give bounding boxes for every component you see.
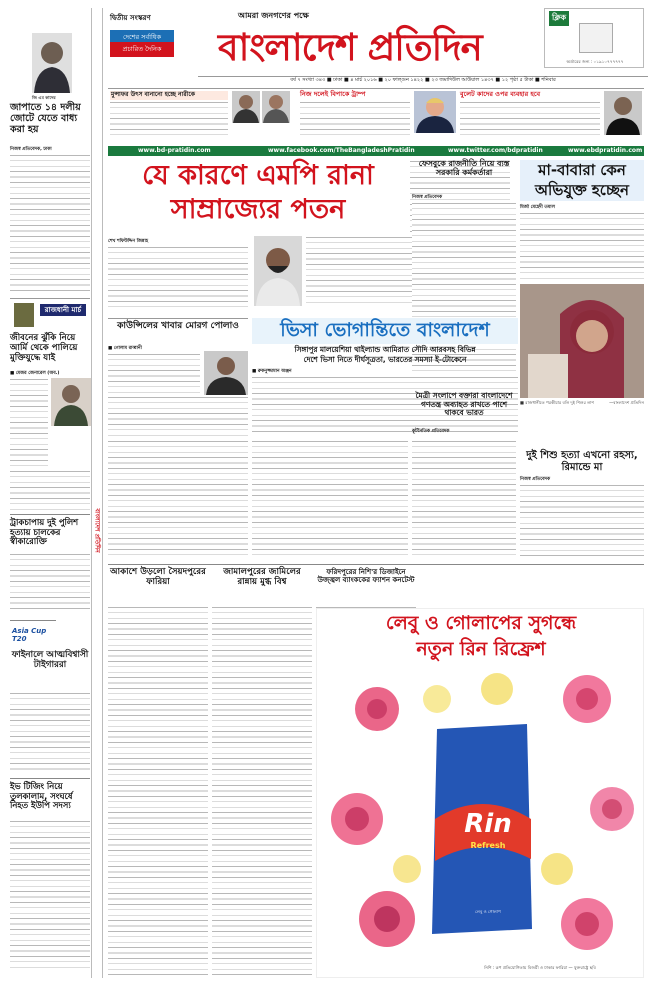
left-body-5	[10, 692, 90, 772]
facebook-link[interactable]: www.facebook.com/TheBangladeshPratidin	[268, 147, 415, 154]
left-logo-label: রাজধানী মার্চ	[40, 304, 86, 316]
asia-cup-logo	[10, 620, 56, 646]
left-headline-1[interactable]: জাপাতে ১৪ দলীয় জোটে যেতে বাধ্য করা হয়	[10, 102, 81, 135]
ad-brand-rin: Rin	[464, 809, 512, 839]
maitree-story	[412, 392, 516, 436]
parents-byline: মির্জা মেহেদী তমাল	[520, 205, 555, 210]
left-body-4	[10, 553, 90, 613]
parents-body	[520, 212, 644, 282]
ad-sub-refresh: Refresh	[470, 841, 506, 850]
epaper-link[interactable]: www.ebdpratidin.com	[568, 147, 643, 154]
left-headline-5[interactable]: ইভ টিজিং নিয়ে তুলকালাম, সংঘর্ষে নিহত ইউপি সদস্য	[10, 778, 90, 811]
dateline: বর্ষ ৭ সংখ্যা ৩৪৩ ■ ঢাকা ■ ৪ মার্চ ২০১৬ ■ ২০ ফাল্গুন ১৪২২ ■ ২৩ জমাদিউল আউয়াল ১৪৩৭ ■ ১২ পৃষ্ঠা ৫ টাকা ■ শনিবার	[198, 76, 648, 83]
ad-brand: ক্লিক	[549, 11, 569, 26]
lead-byline: শেখ শফিউদ্দিন জিন্নাহ	[108, 239, 149, 244]
rin-ad[interactable]	[316, 608, 644, 978]
teaser-3-body	[460, 101, 600, 137]
left-headline-4[interactable]: ফাইনালে আত্মবিশ্বাসী টাইগাররা	[11, 650, 89, 671]
row3	[108, 564, 644, 604]
visa-byline: ■ রুকনুজ্জামান অঞ্জন	[252, 369, 292, 374]
fb-byline: নিজস্ব প্রতিবেদক	[412, 195, 443, 200]
lead-headline-2[interactable]: সাম্রাজ্যের পতন	[170, 194, 346, 225]
lead-photo-rana	[254, 236, 302, 306]
left-byline-1: নিজস্ব প্রতিবেদক, ঢাকা	[10, 147, 52, 152]
row3-body-2	[212, 606, 312, 978]
visa-subhead-2: দেশে ভিসা নিতে দীর্ঘসূত্রতা, ভারতের সমস্যা ই-টোকেনে	[303, 355, 467, 364]
teaser-1-title[interactable]: মুন্সাফর উৎস বানানো হচ্ছে নারীকে	[110, 91, 228, 100]
kids-story	[520, 450, 644, 560]
masthead	[108, 8, 644, 88]
asia-cup-logo-text: Asia Cup T20	[12, 627, 47, 643]
teaser-photo-1	[232, 91, 260, 123]
visa-subhead-1: সিঙ্গাপুর মালয়েশিয়া থাইল্যান্ড আমিরাত সৌদি আরবসহ বিভিন্ন	[294, 345, 476, 354]
left-logo-march	[10, 298, 90, 330]
maitree-byline: কূটনৈতিক প্রতিবেদক	[412, 429, 450, 434]
teaser-1-body	[110, 101, 228, 137]
council-headline[interactable]: কাউন্সিলের খাবার মোরগ পোলাও	[117, 321, 239, 331]
lead-body-1	[108, 246, 248, 308]
left-headline-3[interactable]: ট্রাকচাপায় দুই পুলিশ হত্যায় চালকের স্বীকারোক্তি	[10, 514, 90, 547]
link-bar	[108, 146, 644, 156]
visa-body-2	[252, 440, 408, 560]
edition-label: দ্বিতীয় সংস্করণ	[110, 13, 151, 22]
ad-caption: নিশি : রূপ প্রতিযোগিতায় বিজয়ী ও ঢাকার ফারিয়া — যুক্তরাষ্ট্রে ছবি	[484, 965, 596, 970]
switch-icon	[579, 23, 613, 53]
row3-headline-1[interactable]: আকাশে উড়লো সৈয়দপুরের ফারিয়া	[110, 567, 206, 587]
tag-box-2: প্রচারিত দৈনিক	[110, 42, 174, 57]
parents-headline-2[interactable]: অভিযুক্ত হচ্ছেন	[520, 180, 644, 201]
council-body	[108, 353, 200, 395]
ad-phone: অর্ডারের জন্য : ০১৯১০৭৭৭৭৭৭	[566, 59, 624, 64]
parents-headline-1[interactable]: মা-বাবারা কেন	[520, 160, 644, 181]
teaser-photo-3	[604, 91, 642, 135]
twitter-link[interactable]: www.twitter.com/bdpratidin	[448, 147, 543, 154]
council-body-2	[108, 396, 248, 436]
kids-body	[520, 484, 644, 560]
top-teasers	[108, 88, 644, 144]
maitree-headline[interactable]: মৈত্রী সংলাপে বক্তারা বাংলাদেশে গণতন্ত্র অব্যাহত রাখতে পাশে থাকবে ভারত	[415, 391, 513, 418]
row3-headline-3[interactable]: ফরিদপুরের নিশি'র ডিজাইনে উজ্জ্বল ব্যাংককের ফ্যাশন কনটেস্ট	[317, 568, 415, 585]
fb-headline[interactable]: ফেসবুকে রাজনীতি নিয়ে ব্যস্ত সরকারি কর্মকর্তারা	[418, 159, 510, 177]
left-headline-2[interactable]: জীবনের ঝুঁকি নিয়ে আর্মি থেকে পালিয়ে মুক্তিযুদ্ধে যাই	[10, 333, 78, 363]
teaser-3-title[interactable]: বুলেট কাদের ওপর ব্যবহার হবে	[460, 90, 541, 98]
parents-story	[520, 160, 644, 450]
teaser-photo-2	[262, 91, 290, 123]
left-body-6	[10, 820, 90, 970]
kids-byline: নিজস্ব প্রতিবেদক	[520, 477, 551, 482]
parents-caption: ■ রাজধানীতে পরকীয়ার বলি দুই শিশুর লাশ	[520, 400, 594, 405]
newspaper-logo[interactable]: বাংলাদেশ প্রতিদিন	[218, 26, 482, 69]
teaser-2-body	[300, 101, 410, 137]
person-silhouette-icon	[32, 33, 72, 93]
ad-note: লেবু ও গোলাপ	[475, 909, 501, 914]
maitree-body	[412, 440, 516, 560]
left-body-2	[10, 378, 48, 468]
side-strip-text: বাংলাদেশ প্রতিদিন	[93, 508, 101, 553]
ad-headline-2: নতুন রিন রিফ্রেশ	[416, 638, 546, 660]
parents-photo	[520, 284, 644, 398]
council-story	[108, 318, 248, 394]
ad-box[interactable]	[544, 8, 644, 68]
lead-headline-1[interactable]: যে কারণে এমপি রানা	[142, 160, 374, 191]
tag-box-1: দেশের সর্বাধিক	[110, 30, 174, 45]
council-byline: ■ গোলাম রাব্বানী	[108, 346, 142, 351]
left-body-3	[10, 470, 90, 510]
left-photo-gm-quader	[32, 33, 72, 93]
side-strip	[91, 8, 103, 978]
visa-headline[interactable]: ভিসা ভোগান্তিতে বাংলাদেশ	[252, 318, 518, 344]
row3-headline-2[interactable]: জামালপুরের জামিলের রান্নায় মুগ্ধ বিশ্ব	[223, 567, 301, 587]
ad-headline-1: লেবু ও গোলাপের সুগন্ধে	[385, 612, 577, 634]
teaser-2-title[interactable]: নিজ দলেই বিপাকে ট্রাম্প	[300, 90, 366, 98]
left-column	[6, 8, 90, 978]
row3-body-1	[108, 606, 208, 978]
council-body-3	[108, 440, 248, 560]
kids-headline[interactable]: দুই শিশু হত্যা এখনো রহস্য, রিমান্ডে মা	[526, 450, 638, 473]
council-photo	[204, 351, 248, 395]
slogan: আমরা জনগণের পক্ষে	[238, 10, 309, 20]
left-photo-2	[51, 378, 91, 426]
soldier-icon	[14, 303, 34, 327]
parents-credit: —বাংলাদেশ প্রতিদিন	[609, 400, 644, 405]
left-caption-1: জি এম কাদের	[32, 95, 56, 100]
teaser-photo-trump	[414, 91, 456, 133]
left-body-1	[10, 154, 90, 294]
web-link[interactable]: www.bd-pratidin.com	[138, 147, 211, 154]
left-byline-2: ■ মেজর জেনারেল (অব.)	[10, 371, 60, 376]
